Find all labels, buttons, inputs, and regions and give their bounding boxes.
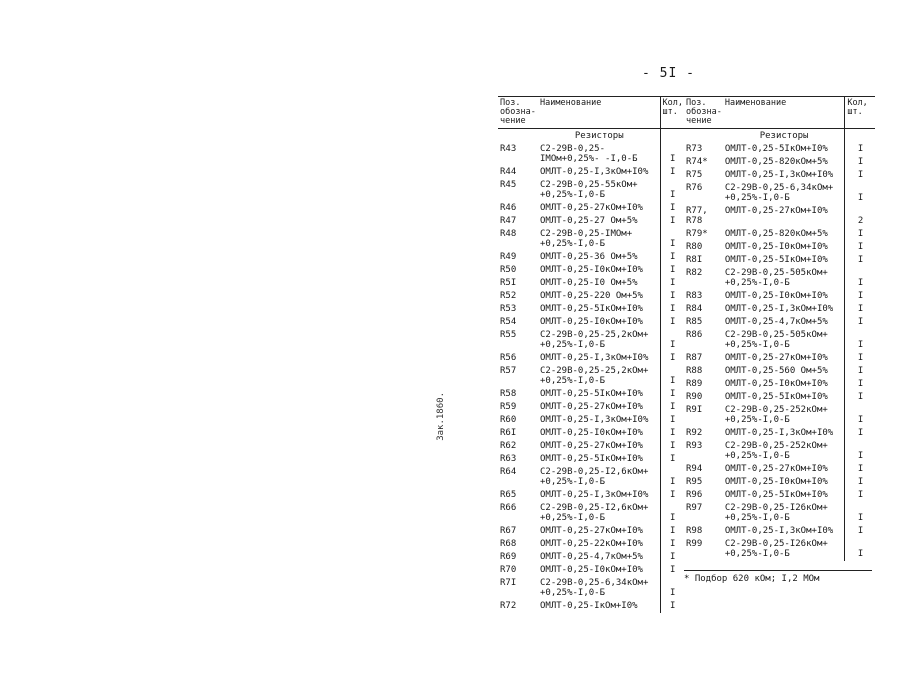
qty-cell: I: [660, 577, 684, 600]
qty-cell: I: [660, 401, 684, 414]
qty-cell: I: [660, 166, 684, 179]
qty-cell: I: [845, 352, 875, 365]
side-note: Зак.1860.: [436, 392, 446, 441]
table-row: [684, 378, 875, 391]
table-row: [684, 267, 875, 290]
name-cell: ОМЛТ-0,25-5IкОм+I0%: [724, 255, 828, 265]
name-cell: ОМЛТ-0,25-220 Ом+5%: [540, 291, 643, 301]
pos-cell: R44: [500, 167, 517, 177]
header-pos: Поз. обозна- чение: [498, 97, 538, 129]
name-cell: ОМЛТ-0,25-27кОм+I0%: [724, 353, 828, 363]
pos-cell: R99: [686, 539, 703, 549]
name-cell: ОМЛТ-0,25-27кОм+I0%: [724, 206, 828, 216]
table-row: [498, 414, 684, 427]
pos-cell: R98: [686, 526, 703, 536]
table-row: [684, 303, 875, 316]
pos-cell: R66: [500, 503, 517, 513]
qty-cell: I: [845, 391, 875, 404]
qty-cell: I: [845, 254, 875, 267]
qty-cell: I: [660, 427, 684, 440]
table-row: [498, 251, 684, 264]
pos-cell: R60: [500, 415, 517, 425]
table-row: [684, 182, 875, 205]
name-cell: ОМЛТ-0,25-27кОм+I0%: [540, 203, 643, 213]
pos-cell: R43: [500, 144, 517, 154]
table-row: [498, 215, 684, 228]
qty-cell: I: [660, 525, 684, 538]
header-name: Наименование: [723, 97, 845, 129]
name-cell: ОМЛТ-0,25-I0кОм+I0%: [540, 265, 643, 275]
name-cell: С2-29В-0,25-252кОм+ +0,25%-I,0-Б: [724, 405, 828, 425]
name-cell: ОМЛТ-0,25-IкОм+I0%: [540, 601, 638, 611]
name-cell: ОМЛТ-0,25-I0кОм+I0%: [724, 379, 828, 389]
name-cell: С2-29В-0,25-I2,6кОм+ +0,25%-I,0-Б: [540, 467, 649, 487]
table-row: [498, 303, 684, 316]
name-cell: ОМЛТ-0,25-5IкОм+I0%: [724, 392, 828, 402]
name-cell: ОМЛТ-0,25-5IкОм+I0%: [724, 144, 828, 154]
qty-cell: I: [660, 414, 684, 427]
table-row: [684, 169, 875, 182]
header-pos: Поз. обозна- чение: [684, 97, 723, 129]
table-row: [498, 329, 684, 352]
header-qty: Кол, шт.: [660, 97, 684, 129]
table-row: [498, 316, 684, 329]
table-row: [498, 166, 684, 179]
header-name: Наименование: [538, 97, 660, 129]
name-cell: С2-29В-0,25-I2,6кОм+ +0,25%-I,0-Б: [540, 503, 649, 523]
name-cell: С2-29В-0,25-252кОм+ +0,25%-I,0-Б: [724, 441, 828, 461]
pos-cell: R77, R78: [686, 206, 708, 226]
table-row: [498, 388, 684, 401]
name-cell: ОМЛТ-0,25-I0 Ом+5%: [540, 278, 638, 288]
table-row: [684, 143, 875, 156]
qty-cell: I: [660, 466, 684, 489]
qty-cell: I: [845, 156, 875, 169]
table-row: [498, 577, 684, 600]
name-cell: ОМЛТ-0,25-27 Ом+5%: [540, 216, 638, 226]
parts-table-right: [684, 96, 875, 561]
qty-cell: I: [660, 440, 684, 453]
table-row: [684, 489, 875, 502]
table-row: [498, 502, 684, 525]
pos-cell: R49: [500, 252, 517, 262]
qty-cell: I: [660, 277, 684, 290]
pos-cell: R57: [500, 366, 517, 376]
parts-table-left: [498, 96, 684, 613]
page-number: - 5I -: [642, 66, 695, 81]
name-cell: ОМЛТ-0,25-I,3кОм+I0%: [724, 428, 834, 438]
table-row: [684, 241, 875, 254]
name-cell: ОМЛТ-0,25-820кОм+5%: [724, 157, 828, 167]
table-row: [684, 254, 875, 267]
name-cell: ОМЛТ-0,25-I,3кОм+I0%: [540, 167, 649, 177]
name-cell: ОМЛТ-0,25-I,3кОм+I0%: [724, 526, 834, 536]
table-row: [498, 228, 684, 251]
qty-cell: I: [660, 179, 684, 202]
pos-cell: R74*: [686, 157, 708, 167]
name-cell: ОМЛТ-0,25-I,3кОм+I0%: [724, 304, 834, 314]
name-cell: ОМЛТ-0,25-560 Ом+5%: [724, 366, 828, 376]
pos-cell: R5I: [500, 278, 517, 288]
pos-cell: R90: [686, 392, 703, 402]
pos-cell: R54: [500, 317, 517, 327]
table-row: [498, 143, 684, 166]
name-cell: ОМЛТ-0,25-I,3кОм+I0%: [724, 170, 834, 180]
table-row: [684, 404, 875, 427]
pos-cell: R65: [500, 490, 517, 500]
pos-cell: R97: [686, 503, 703, 513]
pos-cell: R46: [500, 203, 517, 213]
qty-cell: I: [845, 267, 875, 290]
qty-cell: I: [660, 489, 684, 502]
qty-cell: I: [845, 404, 875, 427]
pos-cell: R59: [500, 402, 517, 412]
pos-cell: R73: [686, 144, 703, 154]
name-cell: ОМЛТ-0,25-I,3кОм+I0%: [540, 415, 649, 425]
table-row: [498, 264, 684, 277]
table-header-row: [684, 97, 875, 129]
pos-cell: R87: [686, 353, 703, 363]
pos-cell: R92: [686, 428, 703, 438]
header-qty: Кол, шт.: [845, 97, 875, 129]
qty-cell: I: [660, 388, 684, 401]
pos-cell: R88: [686, 366, 703, 376]
qty-cell: I: [660, 538, 684, 551]
group-row: [684, 129, 875, 144]
footnote: * Подбор 620 кОм; I,2 МОм: [684, 570, 872, 584]
pos-cell: R50: [500, 265, 517, 275]
pos-cell: R6I: [500, 428, 517, 438]
name-cell: ОМЛТ-0,25-4,7кОм+5%: [724, 317, 828, 327]
table-header-row: [498, 97, 684, 129]
pos-cell: R56: [500, 353, 517, 363]
table-row: [498, 401, 684, 414]
qty-cell: I: [660, 303, 684, 316]
table-row: [684, 525, 875, 538]
qty-cell: I: [845, 365, 875, 378]
name-cell: С2-29В-0,25-6,34кОм+ +0,25%-I,0-Б: [540, 578, 649, 598]
table-row: [684, 316, 875, 329]
qty-cell: I: [845, 538, 875, 561]
table-row: [498, 551, 684, 564]
pos-cell: R83: [686, 291, 703, 301]
qty-cell: I: [660, 453, 684, 466]
table-row: [684, 391, 875, 404]
pos-cell: R45: [500, 180, 517, 190]
qty-cell: I: [660, 228, 684, 251]
table-row: [498, 365, 684, 388]
name-cell: ОМЛТ-0,25-22кОм+I0%: [540, 539, 643, 549]
qty-cell: 2: [845, 205, 875, 228]
pos-cell: R62: [500, 441, 517, 451]
group-label: Резисторы: [574, 131, 624, 141]
qty-cell: I: [845, 182, 875, 205]
qty-cell: I: [845, 378, 875, 391]
name-cell: ОМЛТ-0,25-I0кОм+I0%: [724, 291, 828, 301]
table-row: [684, 156, 875, 169]
table-row: [684, 205, 875, 228]
name-cell: ОМЛТ-0,25-5IкОм+I0%: [540, 389, 643, 399]
table-row: [498, 489, 684, 502]
pos-cell: R63: [500, 454, 517, 464]
qty-cell: I: [660, 365, 684, 388]
pos-cell: R9I: [686, 405, 703, 415]
name-cell: ОМЛТ-0,25-I0кОм+I0%: [540, 565, 643, 575]
table-row: [684, 228, 875, 241]
table-row: [684, 538, 875, 561]
name-cell: С2-29В-0,25-55кОм+ +0,25%-I,0-Б: [540, 180, 638, 200]
qty-cell: I: [845, 169, 875, 182]
table-row: [498, 466, 684, 489]
qty-cell: I: [845, 502, 875, 525]
name-cell: ОМЛТ-0,25-27кОм+I0%: [724, 464, 828, 474]
table-row: [684, 502, 875, 525]
pos-cell: R58: [500, 389, 517, 399]
name-cell: С2-29В-0,25-I26кОм+ +0,25%-I,0-Б: [724, 503, 828, 523]
qty-cell: I: [660, 316, 684, 329]
name-cell: С2-29В-0,25-6,34кОм+ +0,25%-I,0-Б: [724, 183, 834, 203]
name-cell: ОМЛТ-0,25-820кОм+5%: [724, 229, 828, 239]
name-cell: С2-29В-0,25-505кОм+ +0,25%-I,0-Б: [724, 268, 828, 288]
table-row: [498, 525, 684, 538]
qty-cell: I: [845, 329, 875, 352]
name-cell: ОМЛТ-0,25-I,3кОм+I0%: [540, 490, 649, 500]
qty-cell: I: [845, 525, 875, 538]
qty-cell: I: [660, 564, 684, 577]
name-cell: ОМЛТ-0,25-27кОм+I0%: [540, 526, 643, 536]
qty-cell: I: [845, 476, 875, 489]
name-cell: ОМЛТ-0,25-5IкОм+I0%: [540, 454, 643, 464]
qty-cell: I: [660, 143, 684, 166]
pos-cell: R69: [500, 552, 517, 562]
table-row: [498, 538, 684, 551]
name-cell: С2-29В-0,25-IМОм+ +0,25%-I,0-Б: [540, 229, 633, 249]
qty-cell: I: [845, 463, 875, 476]
qty-cell: I: [845, 427, 875, 440]
pos-cell: R76: [686, 183, 703, 193]
table-row: [498, 600, 684, 613]
name-cell: С2-29В-0,25-25,2кОм+ +0,25%-I,0-Б: [540, 366, 649, 386]
qty-cell: I: [660, 352, 684, 365]
pos-cell: R80: [686, 242, 703, 252]
pos-cell: R53: [500, 304, 517, 314]
qty-cell: I: [845, 440, 875, 463]
name-cell: ОМЛТ-0,25-4,7кОм+5%: [540, 552, 643, 562]
pos-cell: R8I: [686, 255, 703, 265]
qty-cell: I: [845, 290, 875, 303]
qty-cell: I: [660, 264, 684, 277]
table-row: [684, 352, 875, 365]
name-cell: С2-29В-0,25-25,2кОм+ +0,25%-I,0-Б: [540, 330, 649, 350]
table-row: [684, 463, 875, 476]
group-label: Резисторы: [759, 131, 809, 141]
name-cell: ОМЛТ-0,25-I0кОм+I0%: [540, 317, 643, 327]
pos-cell: R48: [500, 229, 517, 239]
table-row: [498, 440, 684, 453]
name-cell: С2-29В-0,25-505кОм+ +0,25%-I,0-Б: [724, 330, 828, 350]
table-row: [684, 427, 875, 440]
pos-cell: R96: [686, 490, 703, 500]
table-row: [684, 365, 875, 378]
name-cell: ОМЛТ-0,25-27кОм+I0%: [540, 402, 643, 412]
pos-cell: R7I: [500, 578, 517, 588]
qty-cell: I: [660, 600, 684, 613]
name-cell: ОМЛТ-0,25-I0кОм+I0%: [540, 428, 643, 438]
name-cell: С2-29В-0,25-I26кОм+ +0,25%-I,0-Б: [724, 539, 828, 559]
group-row: [498, 129, 684, 144]
qty-cell: I: [845, 489, 875, 502]
name-cell: ОМЛТ-0,25-36 Ом+5%: [540, 252, 638, 262]
qty-cell: I: [660, 502, 684, 525]
pos-cell: R64: [500, 467, 517, 477]
pos-cell: R85: [686, 317, 703, 327]
table-row: [684, 440, 875, 463]
pos-cell: R52: [500, 291, 517, 301]
table-row: [498, 453, 684, 466]
table-row: [684, 329, 875, 352]
pos-cell: R70: [500, 565, 517, 575]
pos-cell: R86: [686, 330, 703, 340]
pos-cell: R89: [686, 379, 703, 389]
table-row: [498, 352, 684, 365]
pos-cell: R68: [500, 539, 517, 549]
qty-cell: I: [845, 228, 875, 241]
name-cell: С2-29В-0,25-IМОм+0,25%- -I,0-Б: [540, 144, 638, 164]
name-cell: ОМЛТ-0,25-I0кОм+I0%: [724, 242, 828, 252]
name-cell: ОМЛТ-0,25-5IкОм+I0%: [540, 304, 643, 314]
name-cell: ОМЛТ-0,25-I0кОм+I0%: [724, 477, 828, 487]
name-cell: ОМЛТ-0,25-5IкОм+I0%: [724, 490, 828, 500]
qty-cell: I: [660, 215, 684, 228]
table-row: [498, 427, 684, 440]
qty-cell: I: [660, 202, 684, 215]
pos-cell: R67: [500, 526, 517, 536]
table-row: [498, 290, 684, 303]
qty-cell: I: [845, 241, 875, 254]
name-cell: ОМЛТ-0,25-I,3кОм+I0%: [540, 353, 649, 363]
pos-cell: R72: [500, 601, 517, 611]
qty-cell: I: [660, 329, 684, 352]
table-row: [684, 476, 875, 489]
pos-cell: R55: [500, 330, 517, 340]
table-row: [498, 564, 684, 577]
pos-cell: R79*: [686, 229, 708, 239]
qty-cell: I: [845, 303, 875, 316]
table-row: [498, 277, 684, 290]
pos-cell: R84: [686, 304, 703, 314]
qty-cell: I: [845, 143, 875, 156]
pos-cell: R94: [686, 464, 703, 474]
name-cell: ОМЛТ-0,25-27кОм+I0%: [540, 441, 643, 451]
pos-cell: R82: [686, 268, 703, 278]
table-row: [498, 179, 684, 202]
pos-cell: R95: [686, 477, 703, 487]
qty-cell: I: [660, 290, 684, 303]
pos-cell: R75: [686, 170, 703, 180]
table-row: [498, 202, 684, 215]
pos-cell: R47: [500, 216, 517, 226]
pos-cell: R93: [686, 441, 703, 451]
qty-cell: I: [660, 251, 684, 264]
qty-cell: I: [845, 316, 875, 329]
qty-cell: I: [660, 551, 684, 564]
table-row: [684, 290, 875, 303]
